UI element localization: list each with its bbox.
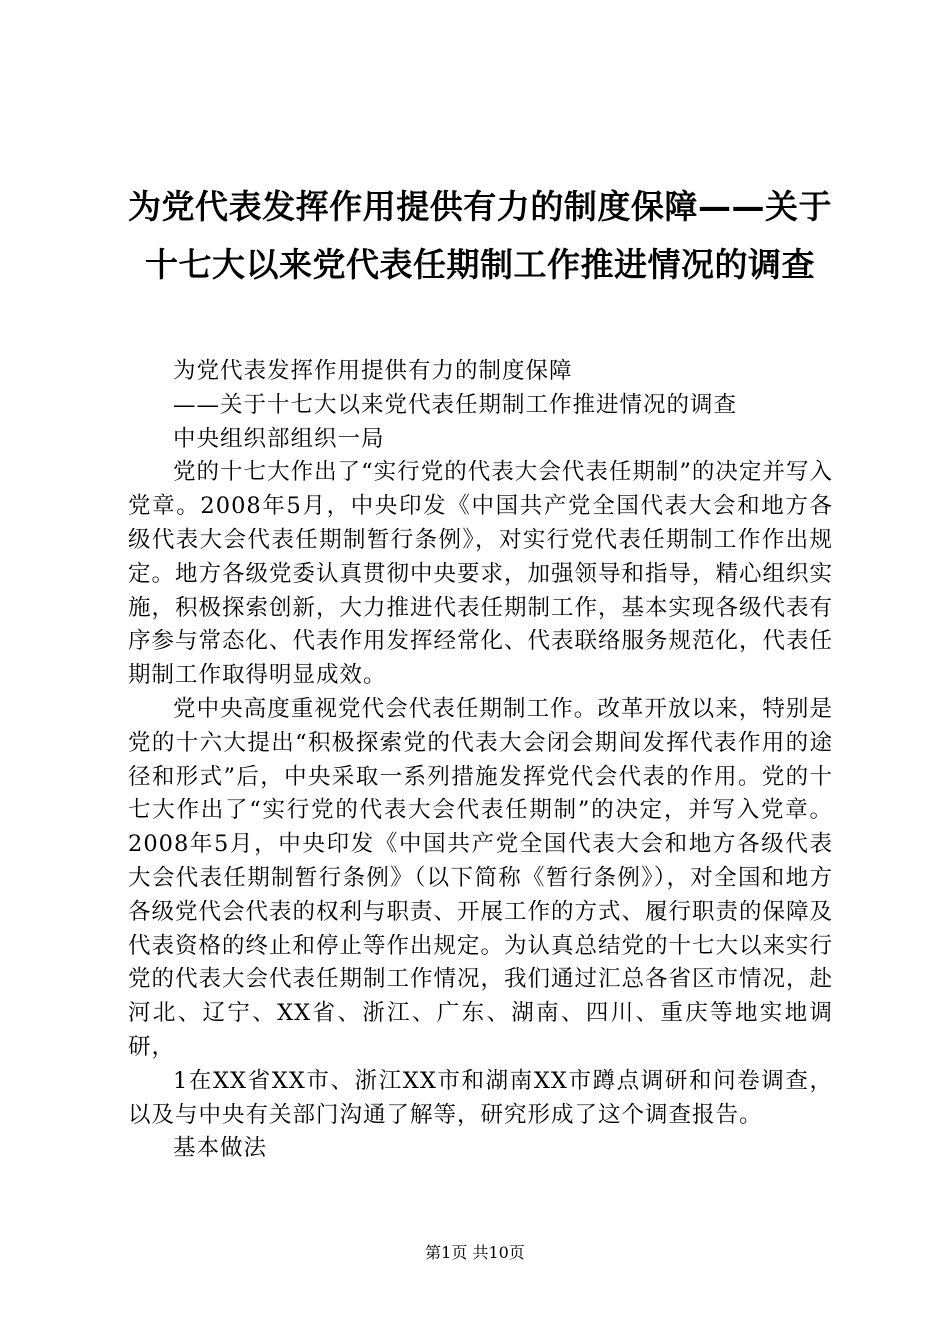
document-body [128, 355, 833, 1166]
page-indicator: 第1页 共10页 [425, 1243, 525, 1262]
subtitle-line: ——关于十七大以来党代表任期制工作推进情况的调查 [173, 391, 738, 418]
subtitle-line: 为党代表发挥作用提供有力的制度保障 [173, 358, 573, 384]
document-title: 为党代表发挥作用提供有力的制度保障——关于十七大以来党代表任期制工作推进情况的调查 [128, 187, 832, 284]
body-paragraph: 党的十七大作出了“实行党的代表大会代表任期制”的决定并写入党章。2008年5月，中央印发《中国共产党全国代表大会和地方各级代表大会代表任期制暂行条例》，对实行党代表任期制工作作出规定。地方各级党委认真贯彻中央要求，加强领导和指导，精心组织实施，积极探索创新，大力推进代表任期制工作，基本实现各级代表有序参与常态化、代表作用发挥经常化、代表联络服务规范化，代表任期制工作取得明显成效。 [128, 459, 834, 689]
section-heading: 基本做法 [173, 1135, 268, 1162]
body-paragraph: 1在XX省XX市、浙江XX市和湖南XX市蹲点调研和问卷调查，以及与中央有关部门沟通了解等，研究形成了这个调查报告。 [128, 1067, 833, 1128]
author-line: 中央组织部组织一局 [173, 425, 385, 452]
page-footer [0, 1242, 950, 1264]
body-paragraph: 党中央高度重视党代会代表任期制工作。改革开放以来，特别是党的十六大提出“积极探索党的代表大会闭会期间发挥代表作用的途径和形式”后，中央采取一系列措施发挥党代会代表的作用。党的十七大作出了“实行党的代表大会代表任期制”的决定，并写入党章。2008年5月，中央印发《中国共产党全国代表大会和地方各级代表大会代表任期制暂行条例》（以下简称《暂行条例》），对全国和地方各级党代会代表的权利与职责、开展工作的方式、履行职责的保障及代表资格的终止和停止等作出规定。为认真总结党的十七大以来实行党的代表大会代表任期制工作情况，我们通过汇总各省区市情况，赴河北、辽宁、XX省、浙江、广东、湖南、四川、重庆等地实地调研， [128, 695, 834, 1060]
